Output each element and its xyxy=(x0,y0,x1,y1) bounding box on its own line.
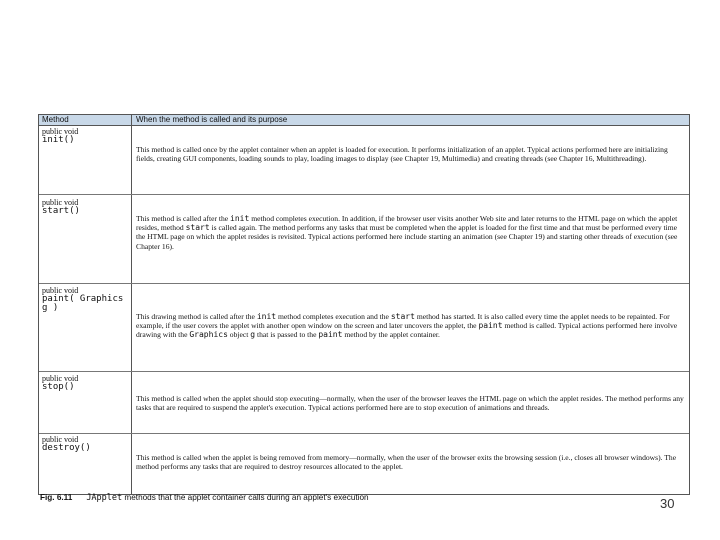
method-modifier: public void xyxy=(42,374,79,383)
method-name: stop() xyxy=(42,382,75,392)
method-modifier: public void xyxy=(42,286,79,295)
row-divider xyxy=(39,371,689,372)
row-divider xyxy=(39,433,689,434)
column-divider xyxy=(131,115,132,494)
method-description-init: This method is called once by the applet container when an applet is loaded for execution. It performs initialization of an applet. Typical actions performed here are initializing fields, creating GUI components, loading sounds to play, loading images to display (see Chapter 19, Multimedia) and creating threads (see Chapter 16, Multithreading). xyxy=(136,145,668,164)
method-modifier: public void xyxy=(42,198,79,207)
methods-table xyxy=(38,114,690,495)
method-description-destroy: This method is called when the applet is being removed from memory—normally, when the user of the browser exits the browsing session (i.e., closes all browser windows). The method performs any tasks that are required to destroy resources allocated to the applet. xyxy=(136,453,677,472)
method-description-start: This method is called after the init method completes execution. In addition, if the browser user visits another Web site and later returns to the HTML page on which the applet resides, method start is called again. The method performs any tasks that must be completed when the applet is loaded for the first time and that must be performed every time the HTML page on which the applet resides is revisited. Typical actions performed here include starting an animation (see Chapter 19) and starting other threads of execution (see Chapter 16). xyxy=(136,214,678,251)
figure-label: Fig. 6.11 xyxy=(40,493,73,502)
method-signature-destroy xyxy=(42,435,91,453)
method-signature-stop xyxy=(42,374,78,392)
row-divider xyxy=(39,283,689,284)
row-divider xyxy=(39,194,689,195)
method-description-paint: This drawing method is called after the init method completes execution and the start method has started. It is also called every time the applet needs to be repainted. For example, if the user covers the applet with another open window on the screen and later uncovers the applet, the paint method is called. Typical actions performed here involve drawing with the Graphics object g that is passed to the paint method by the applet container. xyxy=(136,312,678,340)
method-description-stop: This method is called when the applet should stop executing—normally, when the user of the browser leaves the HTML page on which the applet resides. The method performs any tasks that are required to suspend the applet's execution. Typical actions performed here are to stop execution of animations and threads. xyxy=(136,394,684,413)
method-name: paint( Graphics g ) xyxy=(42,294,124,313)
header-purpose: When the method is called and its purpose xyxy=(136,115,288,124)
method-signature-start xyxy=(42,198,80,216)
caption-code: JApplet xyxy=(86,493,123,503)
method-modifier: public void xyxy=(42,435,79,444)
method-modifier: public void xyxy=(42,127,79,136)
method-name: start() xyxy=(42,206,80,216)
method-signature-paint xyxy=(42,286,127,313)
figure-caption xyxy=(40,493,369,503)
method-name: destroy() xyxy=(42,443,91,453)
table-header xyxy=(39,115,689,126)
method-signature-init xyxy=(42,127,78,145)
caption-text: methods that the applet container calls during an applet's execution xyxy=(122,493,369,502)
method-name: init() xyxy=(42,135,75,145)
header-method: Method xyxy=(42,115,69,124)
page-number: 30 xyxy=(660,496,675,511)
